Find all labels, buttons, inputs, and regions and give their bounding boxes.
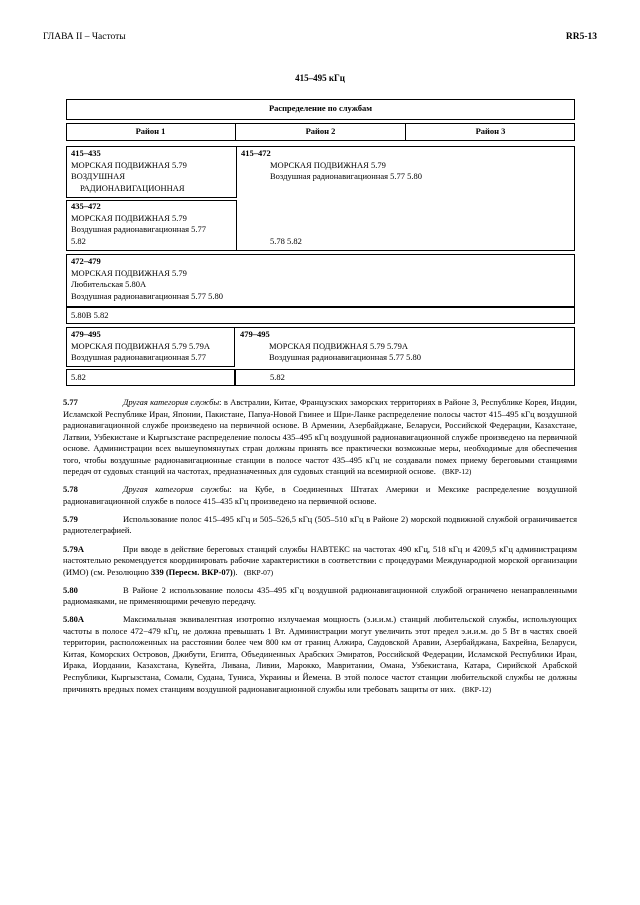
column-region-3: Район 3 [475, 126, 506, 136]
footnotes [63, 397, 577, 702]
page-code: RR5-13 [565, 32, 597, 42]
cell-r1-435-472-text: 435–472 МОРСКАЯ ПОДВИЖНАЯ 5.79 Воздушная радионавигационная 5.77 5.82 [71, 201, 207, 246]
cell-r1-479-495-footnotes [66, 369, 235, 386]
cell-r2-415-472-text: 415–472 МОРСКАЯ ПОДВИЖНАЯ 5.79 Воздушная радионавигационная 5.77 5.80 [241, 148, 423, 182]
note-5-79: 5.79 Использование полос 415–495 кГц и 505–526,5 кГц (505–510 кГц в Районе 2) морской подвижной службой ограничивается радиотелеграфией. [63, 513, 577, 536]
chapter-header: ГЛАВА II – Частоты [43, 32, 126, 42]
cell-all-472-479-footnotes [66, 307, 575, 324]
cell-r2-479-495-text: 479–495 МОРСКАЯ ПОДВИЖНАЯ 5.79 5.79A Воздушная радионавигационная 5.77 5.80 [240, 329, 422, 363]
table-caption: Распределение по службам [268, 103, 373, 113]
column-region-2: Район 2 [305, 126, 336, 136]
cell-all-472-479-text: 472–479 МОРСКАЯ ПОДВИЖНАЯ 5.79 Любительская 5.80A Воздушная радионавигационная 5.77 5.80 [71, 256, 224, 301]
cell-r1-415-435-text: 415–435 МОРСКАЯ ПОДВИЖНАЯ 5.79 ВОЗДУШНАЯ РАДИОНАВИГАЦИОННАЯ [71, 148, 187, 193]
note-5-77: 5.77 Другая категория службы: в Австралии, Китае, Французских заморских территориях в Районе 3, Республике Корея, Индии, Исламской Республике Иран, Японии, Пакистане, Папуа-Новой Гвинее и Шри-Ланке распределение полосы частот 415–495 кГц воздушной радионавигационной службе произведено на первичной основе. В Армении, Азербайджане, Беларуси, Российской Федерации, Казахстане, Латвии, Узбекистане и Кыргызстане распределение полосы 435–495 кГц воздушной радионавигационной службе произведено на первичной основе. Администрации всех вышеупомянутых стран должны принять все практически возможные меры, необходимые для обеспечения того, чтобы воздушные радионавигационные станции в полосе частот 435–495 кГц не создавали помех приему береговыми станциями передач от судовых станций на частотах, предназначенных для судовых станций на всемирной основе. (ВКР-12) [63, 397, 577, 477]
cell-r2-footnotes: 5.78 5.82 [270, 236, 302, 246]
note-5-78: 5.78 Другая категория службы: на Кубе, в Соединенных Штатах Америки и Мексике распределение воздушной радионавигационной службе в полосе 415–435 кГц произведено на первичной основе. [63, 484, 577, 506]
note-5-79a: 5.79A При вводе в действие береговых станций службы НАВТЕКС на частотах 490 кГц, 518 кГц и 4209,5 кГц администрациям настоятельно рекомендуется координировать рабочие характеристики в соответствии с процедурами Международной морской организации (ИМО) (см. Резолюцию 339 (Пересм. ВКР-07)). (ВКР-07) [63, 543, 577, 577]
column-region-1: Район 1 [135, 126, 166, 136]
note-5-80: 5.80 В Районе 2 использование полосы 435–495 кГц воздушной радионавигационной службой ограничено ненаправленными радиомаяками, не применяющими речевую передачу. [63, 584, 577, 607]
cell-r1-479-495-text: 479–495 МОРСКАЯ ПОДВИЖНАЯ 5.79 5.79A Воздушная радионавигационная 5.77 [71, 329, 210, 363]
note-5-80a: 5.80A Максимальная эквивалентная изотропно излучаемая мощность (э.и.и.м.) станций любительской службы, использующих частоты в полосе 472−479 кГц, не должна превышать 1 Вт. Администрации могут увеличить этот предел э.и.и.м. до 5 Вт в частях своей территории, расположенных на расстоянии более чем 800 км от границ Алжира, Саудовской Аравии, Азербайджана, Бахрейна, Беларуси, Китая, Коморских Островов, Джибути, Египта, Объединенных Арабских Эмиратов, Российской Федерации, Исламской Республики Иран, Ирака, Иордании, Казахстана, Кувейта, Ливана, Ливии, Марокко, Мавритании, Омана, Узбекистана, Катара, Сирийской Арабской Республики, Кыргызстана, Сомали, Судана, Туниса, Украины и Йемена. В этой полосе частот станции любительской службы не должны причинять вредных помех станциям воздушной радионавигационной службы или требовать защиты от них. (ВКР-12) [63, 614, 577, 694]
band-title: 415–495 кГц [295, 73, 345, 83]
